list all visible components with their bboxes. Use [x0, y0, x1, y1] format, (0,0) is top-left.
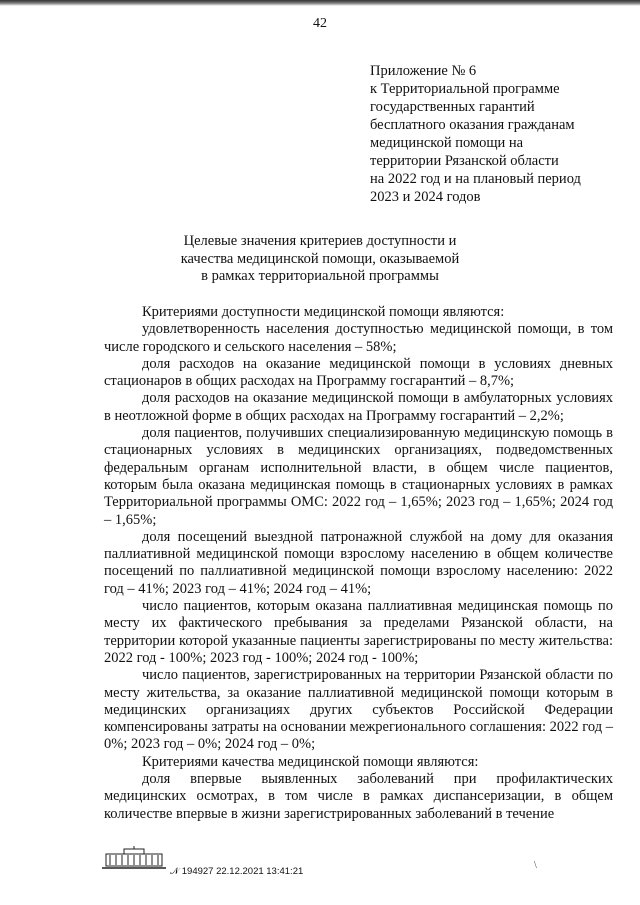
building-emblem-icon	[100, 846, 168, 872]
body-text	[104, 304, 613, 823]
scan-top-edge	[0, 0, 640, 6]
stamp-text: 194927 22.12.2021 13:41:21	[181, 866, 304, 877]
paragraph: доля пациентов, получивших специализированную медицинскую помощь в стационарных условиях в медицинских организациях, подведомственных федеральным органам исполнительной власти, в общем числе пациентов, которым была оказана медицинская помощь в стационарных условиях в рамках Территориальной программы ОМС: 2022 год – 1,65%; 2023 год – 1,65%; 2024 год – 1,65%;	[104, 425, 613, 528]
appendix-line: к Территориальной программе	[370, 81, 560, 97]
title-line: качества медицинской помощи, оказываемой	[180, 250, 460, 267]
paragraph: доля расходов на оказание медицинской помощи в амбулаторных условиях в неотложной форме в общих расходах на Программу госгарантий – 2,2%;	[104, 390, 613, 424]
appendix-line: 2023 и 2024 годов	[370, 189, 481, 205]
paragraph: удовлетворенность населения доступностью медицинской помощи, в том числе городского и сельского населения – 58%;	[104, 321, 613, 355]
appendix-line: медицинской помощи на	[370, 135, 524, 151]
title-line: в рамках территориальной программы	[201, 268, 439, 284]
signature-mark-icon: 𝒩	[170, 866, 180, 877]
paragraph: доля расходов на оказание медицинской помощи в условиях дневных стационаров в общих расходах на Программу госгарантий – 8,7%;	[104, 355, 613, 390]
paragraph-heading: Критериями доступности медицинской помощи являются:	[142, 304, 505, 320]
document-stamp	[170, 866, 303, 877]
appendix-line: на 2022 год и на плановый период	[370, 171, 581, 187]
paragraph-heading: Критериями качества медицинской помощи являются:	[142, 753, 479, 770]
paragraph: число пациентов, зарегистрированных на территории Рязанской области по месту жительства, за оказание паллиативной медицинской помощи которым в медицинских организациях других субъектов Российской Федерации компенсированы затраты на основании межрегионального соглашения: 2022 год – 0%; 2023 год – 0%; 2024 год – 0%;	[104, 667, 613, 753]
appendix-line: Приложение № 6	[370, 63, 477, 79]
document-title	[0, 233, 640, 286]
appendix-line: бесплатного оказания гражданам	[370, 117, 575, 133]
stray-mark: \	[534, 860, 537, 871]
paragraph: доля посещений выездной патронажной службой на дому для оказания паллиативной медицинской помощи взрослому населению в общем количестве посещений по паллиативной медицинской помощи взрослому населению: 2022 год – 41%; 2023 год – 41%; 2024 год – 41%;	[104, 528, 613, 597]
appendix-line: государственных гарантий	[370, 99, 535, 115]
paragraph: число пациентов, которым оказана паллиативная медицинская помощь по месту их фактического пребывания за пределами Рязанской области, на территории которой указанные пациенты зарегистрированы по месту жительства: 2022 год - 100%; 2023 год - 100%; 2024 год - 100%;	[104, 598, 613, 666]
appendix-line: территории Рязанской области	[370, 153, 559, 169]
paragraph: доля впервые выявленных заболеваний при профилактических медицинских осмотрах, в том числе в рамках диспансеризации, в общем количестве впервые в жизни зарегистрированных заболеваний в течение	[104, 771, 613, 822]
page-number: 42	[313, 16, 327, 31]
title-line: Целевые значения критериев доступности и	[183, 233, 457, 249]
appendix-block	[370, 62, 630, 206]
